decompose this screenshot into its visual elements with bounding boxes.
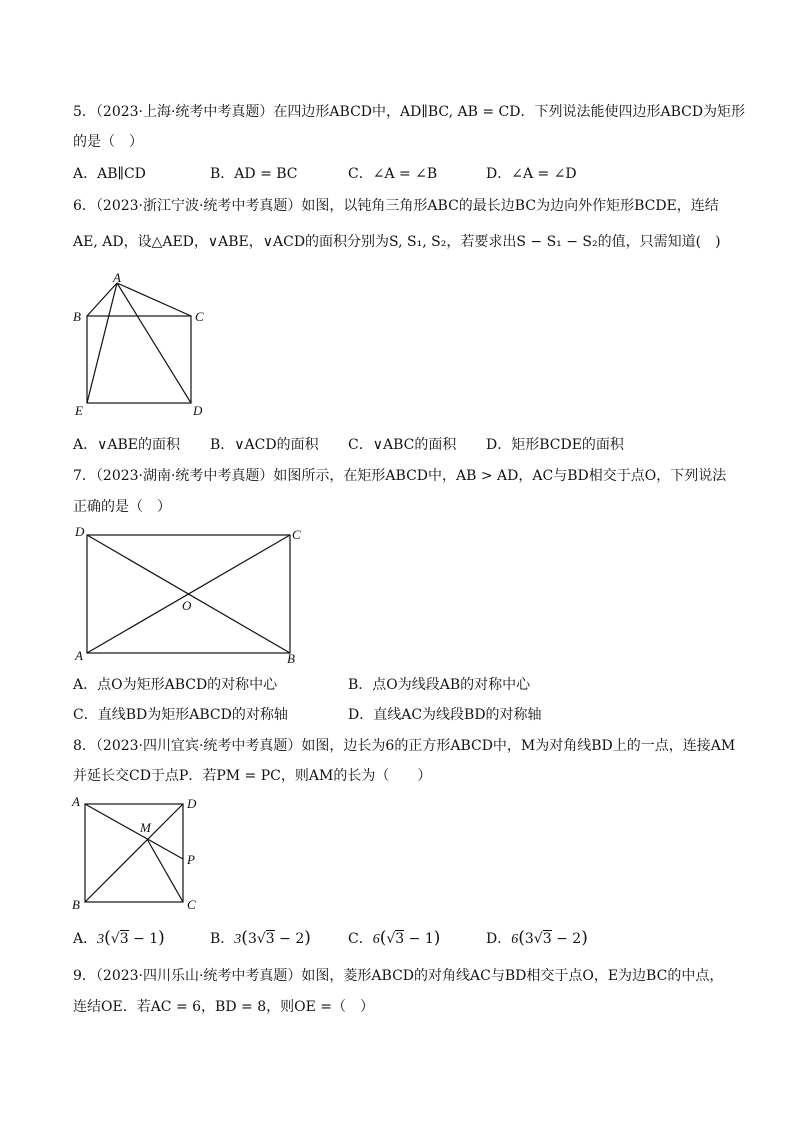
q8-figure [70, 792, 210, 917]
q8-option-d-radicand: 3 [542, 931, 552, 947]
q6-segment-ad [117, 283, 191, 403]
q7-option-d: D．直线AC为线段BD的对称轴 [348, 707, 542, 723]
q8-option-c-inner-b: − 1 [404, 931, 434, 947]
q8-option-b-sqrt-sign: √ [256, 931, 266, 947]
q6-option-a: A．∨ABE的面积 [73, 437, 180, 453]
q8-segment-ap [85, 804, 183, 859]
q8-option-a: A．3(√3 − 1) [73, 928, 165, 948]
q8-option-a-sqrt-sign: √ [110, 931, 120, 947]
q5-option-b: B．AD = BC [210, 166, 298, 182]
q8-label-d: D [187, 796, 197, 811]
q6-option-c: C．∨ABC的面积 [348, 437, 457, 453]
q8-label-c: C [187, 897, 196, 912]
q5-option-d: D．∠A = ∠D [486, 166, 577, 182]
q5-stem-line1: 5．（2023·上海·统考中考真题）在四边形ABCD中，AD∥BC, AB = CD．下列说法能使四边形ABCD为矩形 [73, 104, 746, 120]
q7-option-b: B．点O为线段AB的对称中心 [348, 677, 531, 693]
q8-label-m: M [140, 820, 151, 835]
q8-option-b-coef: 3 [234, 932, 242, 947]
q5-option-c: C．∠A = ∠B [348, 166, 438, 182]
q6-stem-line1: 6．（2023·浙江宁波·统考中考真题）如图，以钝角三角形ABC的最长边BC为边向外作矩形BCDE，连结 [73, 198, 719, 214]
q6-label-a: A [113, 270, 121, 285]
q6-label-c: C [195, 309, 204, 324]
q7-label-o: O [182, 598, 192, 613]
q8-option-a-inner-b: − 1 [128, 931, 159, 947]
q6-option-b: B．∨ACD的面积 [210, 437, 319, 453]
q6-stem-line2: AE, AD，设△AED，∨ABE，∨ACD的面积分别为S, S₁, S₂，若要求出S − S₁ − S₂的值，只需知道( ) [73, 234, 721, 250]
q5-option-a: A．AB∥CD [73, 166, 146, 182]
q8-option-c-coef: 6 [372, 932, 380, 947]
q6-option-d: D．矩形BCDE的面积 [486, 437, 624, 453]
q7-figure [70, 522, 310, 667]
q8-option-b: B．3(3√3 − 2) [210, 928, 311, 948]
q6-rectangle-bcde [87, 316, 191, 403]
q8-option-c-sqrt-sign: √ [386, 931, 396, 947]
q8-option-c-letter: C． [348, 931, 373, 947]
q7-label-b: B [287, 651, 295, 666]
q6-segment-ac [117, 283, 191, 316]
q9-stem-line2: 连结OE．若AC = 6，BD = 8，则OE =（ ） [73, 999, 374, 1015]
q8-option-d: D．6(3√3 − 2) [486, 928, 588, 948]
q8-stem-line1: 8．（2023·四川宜宾·统考中考真题）如图，边长为6的正方形ABCD中，M为对角线BD上的一点，连接AM [73, 738, 736, 754]
q7-label-d: D [75, 524, 85, 539]
q8-label-p: P [187, 852, 195, 867]
q7-stem-line2: 正确的是（ ） [73, 499, 171, 515]
q8-option-d-inner-b: − 2 [551, 931, 582, 947]
q8-option-d-coef: 6 [511, 932, 519, 947]
q7-label-c: C [292, 527, 301, 542]
q6-label-b: B [73, 309, 81, 324]
q6-segment-ae [87, 283, 117, 403]
q8-option-d-sqrt-sign: √ [533, 931, 543, 947]
q6-label-e: E [75, 403, 83, 418]
q8-option-b-inner-b: − 2 [274, 931, 305, 947]
q8-option-d-inner-a: 3 [524, 931, 534, 947]
q8-option-d-letter: D． [486, 931, 512, 947]
q8-stem-line2: 并延长交CD于点P．若PM = PC，则AM的长为（ ） [73, 768, 432, 784]
q8-option-a-radicand: 3 [119, 931, 129, 947]
q8-option-a-letter: A． [73, 931, 98, 947]
q7-label-a: A [75, 648, 83, 663]
q6-label-d: D [193, 403, 203, 418]
q8-label-b: B [72, 897, 80, 912]
q6-figure [70, 270, 220, 420]
q5-stem-line2: 的是（ ） [73, 134, 143, 150]
q9-stem-line1: 9．（2023·四川乐山·统考中考真题）如图，菱形ABCD的对角线AC与BD相交于点O，E为边BC的中点， [73, 968, 724, 984]
q7-option-c: C．直线BD为矩形ABCD的对称轴 [73, 707, 288, 723]
q8-option-b-inner-a: 3 [247, 931, 257, 947]
q7-stem-line1: 7．（2023·湖南·统考中考真题）如图所示，在矩形ABCD中，AB > AD，AC与BD相交于点O，下列说法 [73, 468, 727, 484]
q8-option-b-letter: B． [210, 931, 235, 947]
q8-label-a: A [72, 794, 80, 809]
q8-diagonal-bd [85, 804, 183, 902]
q7-option-a: A．点O为矩形ABCD的对称中心 [73, 677, 278, 693]
q8-option-b-radicand: 3 [265, 931, 275, 947]
q8-option-a-coef: 3 [97, 932, 105, 947]
q8-option-c-radicand: 3 [395, 931, 405, 947]
q8-option-c: C．6(√3 − 1) [348, 928, 441, 948]
